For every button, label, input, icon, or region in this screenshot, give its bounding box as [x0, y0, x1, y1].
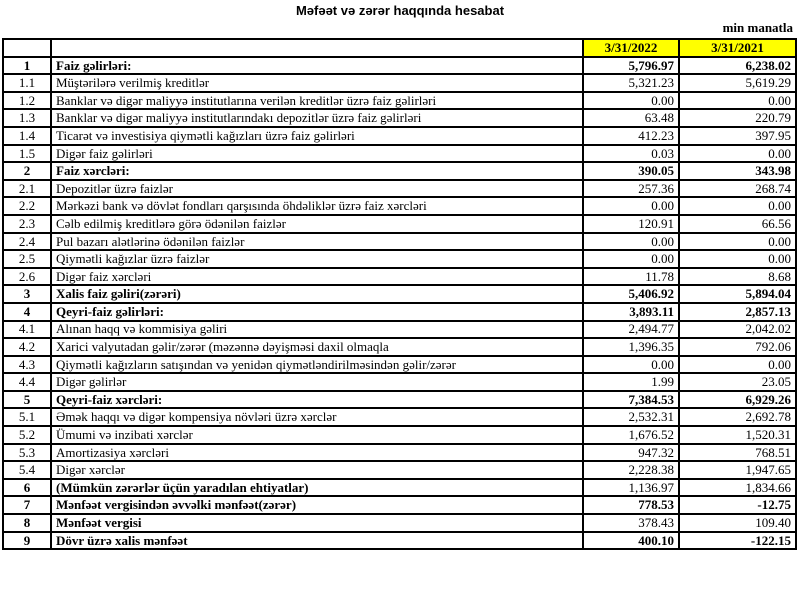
table-row — [3, 250, 796, 268]
table-row — [3, 92, 796, 110]
value-2021: 0.00 — [679, 233, 796, 251]
header-cell-empty-number — [3, 39, 51, 57]
row-label: Mənfəət vergisindən əvvəlki mənfəət(zərər) — [51, 496, 583, 514]
table-row — [3, 162, 796, 180]
row-number: 4 — [3, 303, 51, 321]
value-2022: 63.48 — [583, 109, 679, 127]
value-2022: 1.99 — [583, 373, 679, 391]
row-label: Amortizasiya xərcləri — [51, 444, 583, 462]
row-label: Ümumi və inzibati xərclər — [51, 426, 583, 444]
value-2021: 397.95 — [679, 127, 796, 145]
row-number: 2.6 — [3, 268, 51, 286]
row-label: Digər xərclər — [51, 461, 583, 479]
row-number: 2.2 — [3, 197, 51, 215]
value-2022: 3,893.11 — [583, 303, 679, 321]
row-number: 5 — [3, 391, 51, 409]
row-number: 1.1 — [3, 74, 51, 92]
value-2022: 0.00 — [583, 92, 679, 110]
table-row — [3, 74, 796, 92]
row-number: 7 — [3, 496, 51, 514]
value-2021: 1,520.31 — [679, 426, 796, 444]
value-2021: -122.15 — [679, 532, 796, 550]
row-label: Pul bazarı alətlərinə ödənilən faizlər — [51, 233, 583, 251]
value-2022: 947.32 — [583, 444, 679, 462]
value-2022: 5,406.92 — [583, 285, 679, 303]
value-2022: 0.00 — [583, 250, 679, 268]
value-2022: 7,384.53 — [583, 391, 679, 409]
value-2022: 2,494.77 — [583, 321, 679, 339]
value-2021: 109.40 — [679, 514, 796, 532]
value-2022: 5,321.23 — [583, 74, 679, 92]
value-2022: 120.91 — [583, 215, 679, 233]
table-row — [3, 303, 796, 321]
value-2022: 2,532.31 — [583, 408, 679, 426]
row-label: Qiymətli kağızların satışından və yenidən qiymətləndirilməsindən gəlir/zərər — [51, 356, 583, 374]
table-row — [3, 215, 796, 233]
row-number: 5.2 — [3, 426, 51, 444]
row-number: 5.3 — [3, 444, 51, 462]
value-2021: 66.56 — [679, 215, 796, 233]
row-number: 4.1 — [3, 321, 51, 339]
row-number: 2.1 — [3, 180, 51, 198]
value-2022: 0.03 — [583, 145, 679, 163]
row-number: 2.5 — [3, 250, 51, 268]
row-number: 4.4 — [3, 373, 51, 391]
row-label: Müştərilərə verilmiş kreditlər — [51, 74, 583, 92]
table-row — [3, 479, 796, 497]
value-2021: 220.79 — [679, 109, 796, 127]
row-label: Cəlb edilmiş kreditlərə görə ödənilən faizlər — [51, 215, 583, 233]
table-row — [3, 233, 796, 251]
row-label: Dövr üzrə xalis mənfəət — [51, 532, 583, 550]
row-number: 2 — [3, 162, 51, 180]
table-row — [3, 285, 796, 303]
row-number: 1 — [3, 57, 51, 75]
table-row — [3, 391, 796, 409]
row-number: 1.3 — [3, 109, 51, 127]
value-2021: 343.98 — [679, 162, 796, 180]
value-2022: 0.00 — [583, 356, 679, 374]
table-row — [3, 268, 796, 286]
value-2021: 0.00 — [679, 92, 796, 110]
row-label: Digər faiz xərcləri — [51, 268, 583, 286]
row-number: 2.3 — [3, 215, 51, 233]
row-number: 2.4 — [3, 233, 51, 251]
table-header-row — [3, 39, 796, 57]
row-label: Xarici valyutadan gəlir/zərər (məzənnə dəyişməsi daxil olmaqla — [51, 338, 583, 356]
value-2021: 8.68 — [679, 268, 796, 286]
table-row — [3, 338, 796, 356]
row-number: 5.4 — [3, 461, 51, 479]
value-2021: 1,947.65 — [679, 461, 796, 479]
value-2022: 0.00 — [583, 197, 679, 215]
row-label: Ticarət və investisiya qiymətli kağızları üzrə faiz gəlirləri — [51, 127, 583, 145]
row-label: Digər faiz gəlirləri — [51, 145, 583, 163]
value-2021: 2,042.02 — [679, 321, 796, 339]
row-number: 1.2 — [3, 92, 51, 110]
value-2021: 792.06 — [679, 338, 796, 356]
table-row — [3, 356, 796, 374]
table-row — [3, 444, 796, 462]
value-2022: 400.10 — [583, 532, 679, 550]
unit-label: min manatla — [722, 20, 793, 35]
value-2021: 268.74 — [679, 180, 796, 198]
row-number: 1.5 — [3, 145, 51, 163]
row-label: Digər gəlirlər — [51, 373, 583, 391]
value-2021: 5,619.29 — [679, 74, 796, 92]
row-label: Banklar və digər maliyyə institutlarındakı depozitlər üzrə faiz gəlirləri — [51, 109, 583, 127]
value-2022: 390.05 — [583, 162, 679, 180]
value-2021: 1,834.66 — [679, 479, 796, 497]
table-row — [3, 145, 796, 163]
value-2022: 11.78 — [583, 268, 679, 286]
table-row — [3, 426, 796, 444]
table-row — [3, 408, 796, 426]
table-row — [3, 57, 796, 75]
income-statement-table — [2, 38, 797, 550]
row-number: 5.1 — [3, 408, 51, 426]
row-label: (Mümkün zərərlər üçün yaradılan ehtiyatlar) — [51, 479, 583, 497]
row-label: Xalis faiz gəliri(zərəri) — [51, 285, 583, 303]
table-row — [3, 373, 796, 391]
value-2021: 5,894.04 — [679, 285, 796, 303]
value-2022: 778.53 — [583, 496, 679, 514]
value-2021: 0.00 — [679, 250, 796, 268]
value-2021: 2,692.78 — [679, 408, 796, 426]
header-cell-period-2022: 3/31/2022 — [583, 39, 679, 57]
value-2021: 0.00 — [679, 197, 796, 215]
page-title: Məfəət və zərər haqqında hesabat — [295, 3, 505, 18]
row-label: Qeyri-faiz gəlirləri: — [51, 303, 583, 321]
value-2022: 412.23 — [583, 127, 679, 145]
row-number: 1.4 — [3, 127, 51, 145]
row-label: Faiz gəlirləri: — [51, 57, 583, 75]
row-number: 4.2 — [3, 338, 51, 356]
value-2021: 0.00 — [679, 356, 796, 374]
value-2022: 1,136.97 — [583, 479, 679, 497]
value-2021: 0.00 — [679, 145, 796, 163]
report-table-body — [3, 57, 796, 550]
value-2021: 6,238.02 — [679, 57, 796, 75]
row-label: Banklar və digər maliyyə institutlarına verilən kreditlər üzrə faiz gəlirləri — [51, 92, 583, 110]
row-label: Mərkəzi bank və dövlət fondları qarşısında öhdəliklər üzrə faiz xərcləri — [51, 197, 583, 215]
header-cell-period-2021: 3/31/2021 — [679, 39, 796, 57]
value-2022: 378.43 — [583, 514, 679, 532]
row-label: Depozitlər üzrə faizlər — [51, 180, 583, 198]
row-label: Qeyri-faiz xərcləri: — [51, 391, 583, 409]
value-2022: 5,796.97 — [583, 57, 679, 75]
table-row — [3, 514, 796, 532]
table-row — [3, 197, 796, 215]
row-number: 8 — [3, 514, 51, 532]
value-2021: 768.51 — [679, 444, 796, 462]
value-2022: 2,228.38 — [583, 461, 679, 479]
value-2022: 1,396.35 — [583, 338, 679, 356]
row-number: 3 — [3, 285, 51, 303]
table-row — [3, 127, 796, 145]
value-2021: 23.05 — [679, 373, 796, 391]
table-row — [3, 532, 796, 550]
table-row — [3, 496, 796, 514]
row-number: 6 — [3, 479, 51, 497]
value-2021: 2,857.13 — [679, 303, 796, 321]
row-label: Qiymətli kağızlar üzrə faizlər — [51, 250, 583, 268]
table-row — [3, 321, 796, 339]
table-row — [3, 109, 796, 127]
header-cell-empty-label — [51, 39, 583, 57]
value-2022: 1,676.52 — [583, 426, 679, 444]
row-number: 4.3 — [3, 356, 51, 374]
row-label: Əmək haqqı və digər kompensiya növləri üzrə xərclər — [51, 408, 583, 426]
table-row — [3, 180, 796, 198]
value-2021: 6,929.26 — [679, 391, 796, 409]
row-label: Alınan haqq və kommisiya gəliri — [51, 321, 583, 339]
row-label: Mənfəət vergisi — [51, 514, 583, 532]
row-number: 9 — [3, 532, 51, 550]
table-row — [3, 461, 796, 479]
value-2021: -12.75 — [679, 496, 796, 514]
value-2022: 257.36 — [583, 180, 679, 198]
row-label: Faiz xərcləri: — [51, 162, 583, 180]
value-2022: 0.00 — [583, 233, 679, 251]
